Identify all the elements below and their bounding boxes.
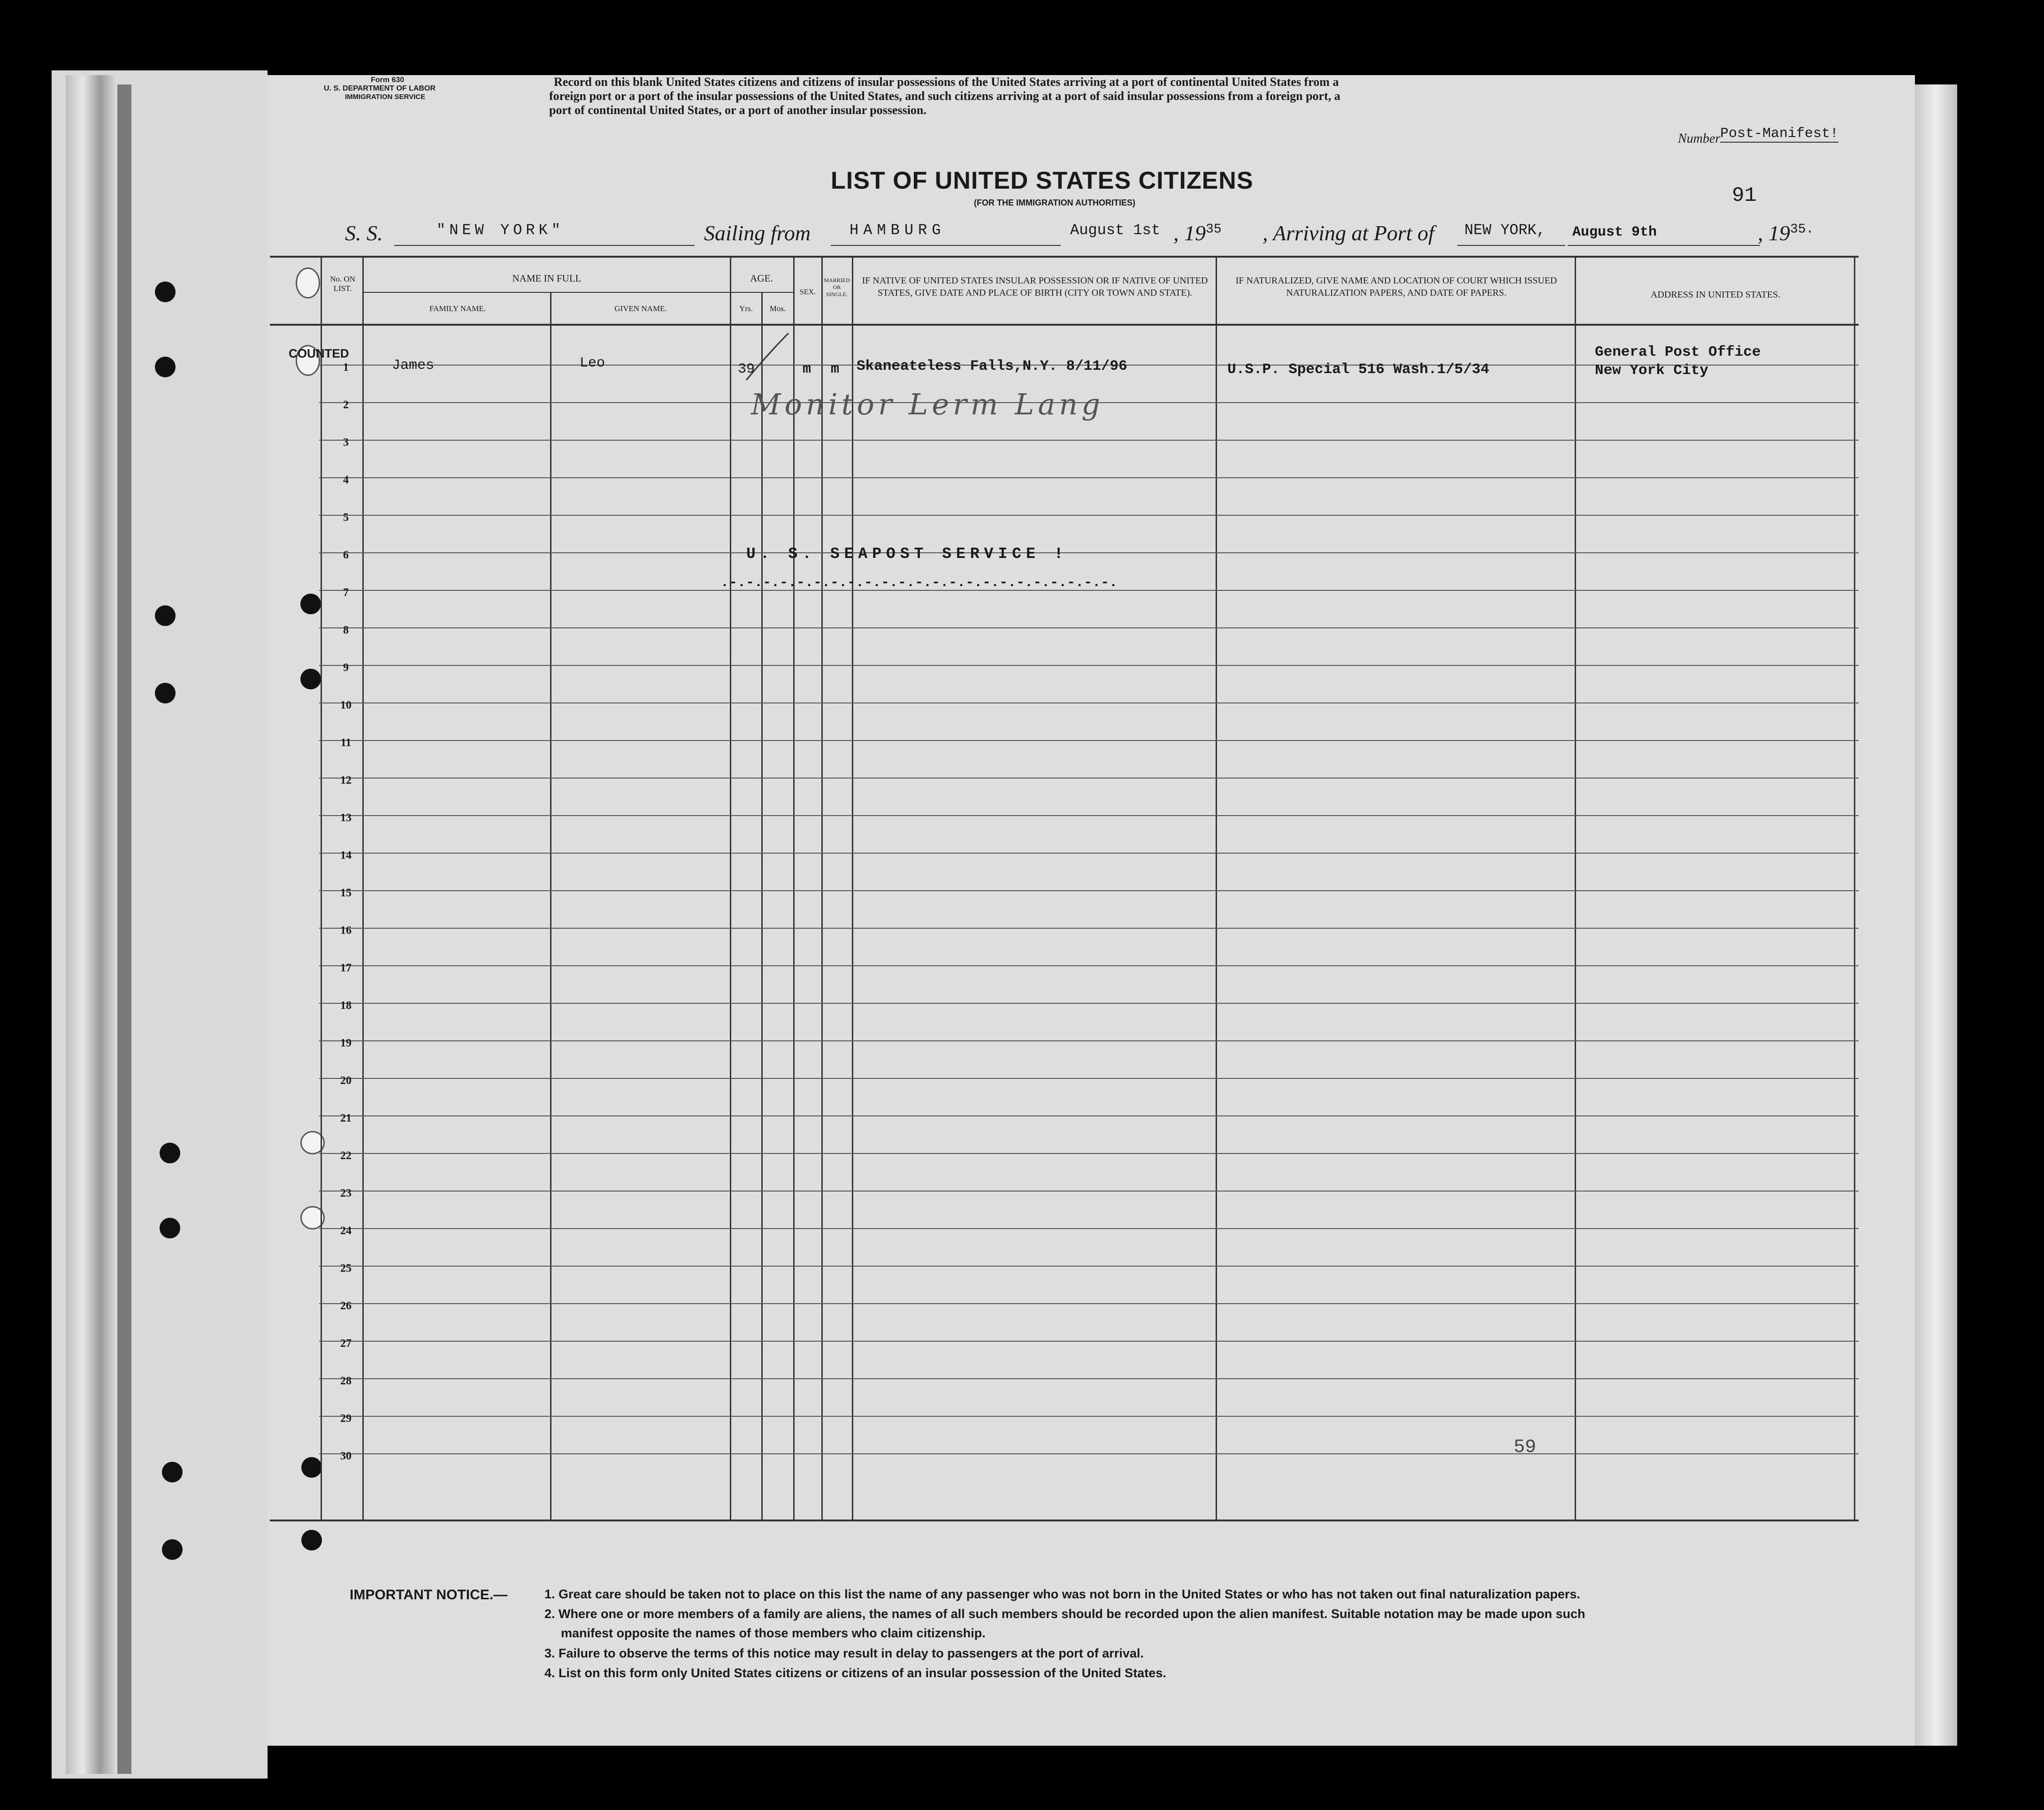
row-number: 13: [340, 812, 352, 824]
binder-hole: [296, 267, 320, 298]
row-line: [319, 928, 1859, 929]
header-mos: Mos.: [769, 304, 786, 313]
col-line: [1216, 256, 1217, 1520]
row-line: [319, 440, 1859, 441]
row-number: 27: [340, 1337, 352, 1350]
notice-item-2: 2. Where one or more members of a family are aliens, the names of all such members should be recorded upon the alien manifest. Suitable notation may be made upon such: [544, 1607, 1585, 1621]
row-number: 4: [343, 474, 349, 486]
entry-given-name: Leo: [580, 355, 605, 371]
arrival-year: [1758, 221, 1814, 245]
arrival-date: August 9th: [1572, 224, 1657, 240]
row-number: 14: [340, 849, 352, 862]
row-number: 15: [340, 887, 352, 899]
instruction-line: Record on this blank United States citizens and citizens of insular possessions of the United States arriving at a port of continental United States from a: [554, 75, 1339, 89]
binder-spine: [66, 75, 117, 1774]
arrival-year-sup: 35.: [1790, 222, 1814, 237]
arrival-date-underline: [1568, 245, 1760, 246]
col-line: [852, 256, 853, 1520]
col-line: [1854, 256, 1855, 1520]
from-port-underline: [831, 245, 1061, 246]
punch-hole: [301, 1530, 322, 1550]
sail-year-prefix: , 19: [1173, 221, 1206, 245]
punch-hole: [155, 357, 176, 377]
punch-hole: [160, 1143, 180, 1163]
entry-marital-status: m: [831, 361, 840, 377]
sail-year: [1173, 221, 1222, 245]
entry-age-years: 39: [738, 361, 755, 377]
header-family-name: FAMILY NAME.: [429, 304, 486, 313]
col-line: [761, 292, 763, 1520]
col-line: [321, 256, 322, 1520]
row-number: 18: [340, 1000, 352, 1012]
row-line: [319, 1266, 1859, 1267]
row-line: [319, 1003, 1859, 1004]
punch-hole: [162, 1462, 183, 1482]
row-number: 29: [340, 1413, 352, 1425]
row-number: 28: [340, 1375, 352, 1387]
row-number: 16: [340, 924, 352, 937]
row-line: [319, 815, 1859, 816]
row-line: [319, 965, 1859, 966]
sail-year-sup: 35: [1206, 222, 1222, 237]
row-number: 1: [343, 361, 349, 374]
instruction-line: foreign port or a port of the insular possessions of the United States, and such citizens arriving at a port of said insular possessions from a foreign port, a: [549, 89, 1340, 103]
row-number: 11: [340, 737, 352, 749]
number-value: Post-Manifest!: [1720, 126, 1839, 142]
ship-name: "NEW YORK": [436, 221, 565, 239]
col-line: [730, 256, 731, 1520]
notice-label: IMPORTANT NOTICE.—: [350, 1587, 508, 1603]
row-number: 12: [340, 774, 352, 787]
header-sex: SEX.: [799, 288, 816, 296]
bottom-page-mark: 59: [1514, 1437, 1537, 1458]
row-number: 3: [343, 436, 349, 449]
punch-hole: [155, 683, 176, 703]
row-line: [319, 1228, 1859, 1229]
col-line: [1575, 256, 1576, 1520]
entry-address-line2: New York City: [1595, 362, 1708, 379]
form-number: Form 630: [371, 76, 405, 84]
header-name-in-full: NAME IN FULL: [512, 273, 582, 284]
header-yrs: Yrs.: [739, 304, 753, 313]
page-edge: [1915, 84, 1957, 1746]
notice-item-1: 1. Great care should be taken not to place on this list the name of any passenger who was not born in the United States or who has not taken out final naturalization papers.: [544, 1587, 1580, 1601]
manifest-sheet: [268, 75, 1915, 1746]
row-line: [319, 1153, 1859, 1154]
notice-item-4: 4. List on this form only United States citizens or citizens of an insular possession of the United States.: [544, 1666, 1166, 1680]
header-native: IF NATIVE OF UNITED STATES INSULAR POSSESSION OR IF NATIVE OF UNITED STATES, GIVE DATE AND PLACE OF BIRTH (CITY OR TOWN AND STATE).: [862, 275, 1208, 298]
row-number: 2: [343, 399, 349, 411]
arrival-port: NEW YORK,: [1464, 221, 1546, 239]
table-top-border: [270, 256, 1859, 258]
row-line: [319, 740, 1859, 741]
from-port: HAMBURG: [850, 221, 946, 239]
punch-hole: [162, 1539, 183, 1560]
entry-naturalization: U.S.P. Special 516 Wash.1/5/34: [1227, 361, 1490, 378]
table-bottom-border: [270, 1520, 1859, 1521]
punch-hole: [300, 669, 321, 689]
arriving-label: , Arriving at Port of: [1263, 221, 1434, 245]
entry-sex: m: [803, 361, 811, 377]
header-no-on-list: No. ON LIST.: [330, 275, 355, 293]
punch-hole: [160, 1218, 180, 1238]
binder-spine-shadow: [117, 84, 131, 1774]
punch-hole: [300, 594, 321, 614]
row-number: 30: [340, 1450, 352, 1462]
notice-item-3: 3. Failure to observe the terms of this notice may result in delay to passengers at the port of arrival.: [544, 1646, 1144, 1660]
row-number: 20: [340, 1075, 352, 1087]
header-divider: [270, 324, 1859, 326]
row-number: 9: [343, 662, 349, 674]
header-address: ADDRESS IN UNITED STATES.: [1650, 290, 1781, 300]
ss-label: S. S.: [345, 221, 383, 245]
entry-address-line1: General Post Office: [1595, 344, 1761, 360]
row-number: 6: [343, 549, 349, 561]
service-name: IMMIGRATION SERVICE: [345, 93, 426, 101]
row-number: 10: [340, 699, 352, 711]
page-number: 91: [1732, 184, 1757, 207]
row-line: [319, 1040, 1859, 1041]
punch-hole: [301, 1457, 322, 1478]
instruction-line: port of continental United States, or a port of another insular possession.: [549, 103, 926, 117]
punch-hole: [155, 605, 176, 626]
row-line: [319, 1416, 1859, 1417]
number-label: Number: [1678, 131, 1721, 146]
age-check-mark: [742, 328, 798, 385]
row-number: 5: [343, 512, 349, 524]
row-line: [319, 1303, 1859, 1304]
col-line: [362, 256, 364, 1520]
row-line: [319, 1378, 1859, 1379]
row-line: [319, 778, 1859, 779]
row-line: [319, 627, 1859, 628]
header-age: AGE.: [750, 273, 773, 284]
row-number: 19: [340, 1037, 352, 1049]
sailing-label: Sailing from: [704, 221, 811, 245]
row-number: 21: [340, 1112, 352, 1124]
row-number: 22: [340, 1150, 352, 1162]
row-number: 25: [340, 1262, 352, 1275]
row-line: [319, 890, 1859, 891]
notice-item-2-cont: manifest opposite the names of those members who claim citizenship.: [561, 1626, 986, 1640]
row-number: 8: [343, 624, 349, 636]
row-number: 24: [340, 1225, 352, 1237]
row-number: 23: [340, 1187, 352, 1199]
row-line: [319, 477, 1859, 478]
header-given-name: GIVEN NAME.: [614, 304, 667, 313]
punch-hole: [155, 282, 176, 302]
row-number: 7: [343, 587, 349, 599]
ship-underline: [394, 245, 695, 246]
header-married: MARRIED OR SINGLE.: [824, 277, 850, 298]
col-line: [550, 292, 551, 1520]
entry-birth-info: Skaneateless Falls,N.Y. 8/11/96: [857, 358, 1127, 374]
entry-family-name: James: [392, 358, 435, 374]
header-naturalized: IF NATURALIZED, GIVE NAME AND LOCATION OF COURT WHICH ISSUED NATURALIZATION PAPERS, AND DATE OF PAPERS.: [1235, 275, 1557, 298]
arrival-port-underline: [1457, 245, 1565, 246]
row-number: 17: [340, 962, 352, 974]
row-number: 26: [340, 1300, 352, 1312]
counted-stamp: COUNTED: [289, 346, 349, 360]
col-line: [793, 256, 795, 1520]
handwritten-annotation: Monitor Lerm Lang: [751, 387, 1104, 421]
row-line: [319, 515, 1859, 516]
row-line: [319, 853, 1859, 854]
row-line: [319, 1453, 1859, 1454]
sail-date: August 1st: [1070, 221, 1161, 239]
page-title: LIST OF UNITED STATES CITIZENS: [831, 167, 1254, 194]
row-line: [319, 1115, 1859, 1116]
page-subtitle: (FOR THE IMMIGRATION AUTHORITIES): [974, 198, 1135, 207]
name-subheader-line: [364, 292, 730, 293]
arrival-year-prefix: , 19: [1758, 221, 1790, 245]
department-name: U. S. DEPARTMENT OF LABOR: [324, 84, 436, 92]
row-line: [319, 1341, 1859, 1342]
row-line: [319, 665, 1859, 666]
col-line: [821, 256, 823, 1520]
row-line: [319, 552, 1859, 553]
dash-line: .-.-.-.-.-.-.-.-.-.-.-.-.-.-.-.-.-.-.-.-.-.-.-.: [720, 575, 1118, 591]
seapost-service-stamp: U. S. SEAPOST SERVICE !: [746, 545, 1068, 563]
row-line: [319, 1078, 1859, 1079]
